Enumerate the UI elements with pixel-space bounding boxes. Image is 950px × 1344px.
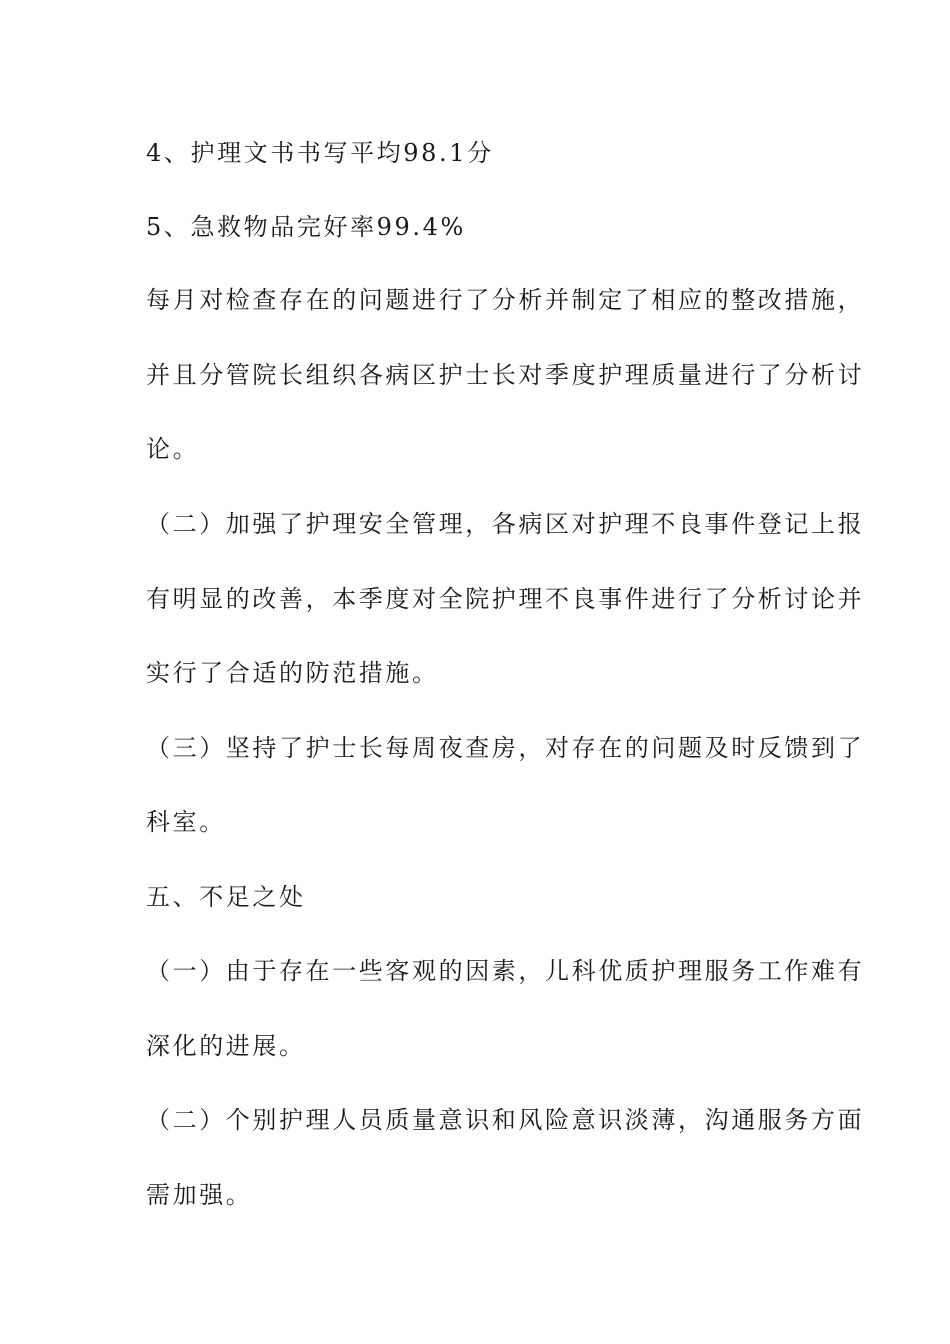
text-line: 需加强。 <box>146 1181 253 1209</box>
section-heading: 五、不足之处 <box>146 883 306 911</box>
text-line: （一）由于存在一些客观的因素，儿科优质护理服务工作难有 <box>146 957 865 985</box>
text-line: 科室。 <box>146 808 226 836</box>
text-line: 5、急救物品完好率99.4% <box>146 213 466 241</box>
text-line: 并且分管院长组织各病区护士长对季度护理质量进行了分析讨 <box>146 361 865 389</box>
text-line: 深化的进展。 <box>146 1032 306 1060</box>
text-line: （三）坚持了护士长每周夜查房，对存在的问题及时反馈到了 <box>146 734 865 762</box>
text-line: 每月对检查存在的问题进行了分析并制定了相应的整改措施， <box>146 286 865 314</box>
text-line: （二）加强了护理安全管理，各病区对护理不良事件登记上报 <box>146 510 865 538</box>
text-line: （二）个别护理人员质量意识和风险意识淡薄，沟通服务方面 <box>146 1106 865 1134</box>
text-line: 论。 <box>146 435 200 463</box>
text-line: 4、护理文书书写平均98.1分 <box>146 139 494 167</box>
text-line: 有明显的改善，本季度对全院护理不良事件进行了分析讨论并 <box>146 585 865 613</box>
text-line: 实行了合适的防范措施。 <box>146 659 439 687</box>
